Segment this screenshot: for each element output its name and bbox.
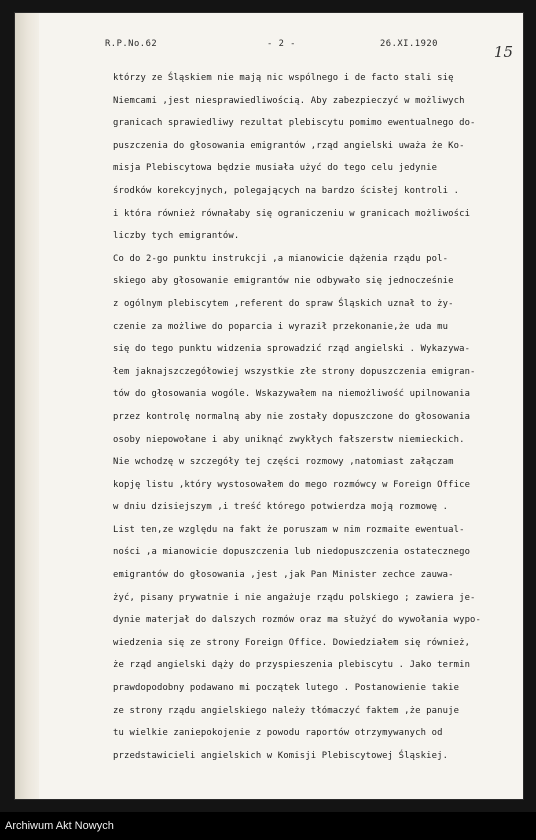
reference-number: R.P.No.62 [105, 39, 158, 49]
text-line: czenie za możliwe do poparcia i wyraził przekonanie,że uda mu [113, 321, 449, 332]
text-line: prawdopodobny podawano mi początek lutego . Postanowienie takie [113, 683, 460, 694]
page-header [105, 39, 483, 53]
text-line: dynie materjał do dalszych rozmów oraz ma służyć do wywołania wypo- [113, 615, 482, 626]
text-line: Nie wchodzę w szczegóły tej części rozmowy ,natomiast załączam [113, 457, 454, 468]
text-line: i która również równałaby się ograniczeniu w granicach możliwości [113, 208, 471, 219]
text-line: ze strony rządu angielskiego należy tłómaczyć faktem ,że panuje [113, 705, 460, 716]
page-marker: - 2 - [267, 39, 296, 49]
text-line: wiedzenia się ze strony Foreign Office. Dowiedziałem się również, [113, 637, 471, 648]
document-page [39, 13, 523, 799]
text-line: przedstawicieli angielskich w Komisji Plebiscytowej Śląskiej. [113, 750, 449, 761]
text-line: kopję listu ,który wystosowałem do mego rozmówcy w Foreign Office [113, 479, 471, 490]
text-line: w dniu dzisiejszym ,i treść którego potwierdza moją rozmowę . [113, 502, 449, 513]
body-text [113, 67, 531, 767]
text-line: ności ,a mianowicie dopuszczenia lub niedopuszczenia ostatecznego [113, 547, 471, 558]
text-line: środków korekcyjnych, polegających na bardzo ścisłej kontroli . [113, 185, 460, 196]
text-line: misja Plebiscytowa będzie musiała użyć do tego celu jedynie [113, 163, 438, 174]
scanned-document [14, 12, 524, 800]
text-line: tu wielkie zaniepokojenie z powodu raportów otrzymywanych od [113, 728, 443, 739]
document-date: 26.XI.1920 [380, 39, 438, 49]
text-line: Niemcami ,jest niesprawiedliwością. Aby zabezpieczyć w możliwych [113, 95, 465, 106]
text-line: którzy ze Śląskiem nie mają nic wspólnego i de facto stali się [113, 73, 454, 83]
text-line: puszczenia do głosowania emigrantów ,rząd angielski uważa że Ko- [113, 140, 465, 151]
binding-strip [15, 13, 40, 799]
text-line: osoby niepowołane i aby uniknąć zwykłych fałszerstw niemieckich. [113, 434, 465, 445]
text-line: łem jaknajszczegółowiej wszystkie złe strony dopuszczenia emigran- [113, 366, 476, 377]
text-line: granicach sprawiedliwy rezultat plebiscytu pomimo ewentualnego do- [113, 118, 476, 129]
text-line: emigrantów do głosowania ,jest ,jak Pan Minister zechce zauwa- [113, 570, 454, 581]
text-line: z ogólnym plebiscytem ,referent do spraw Śląskich uznał to ży- [113, 298, 454, 309]
text-line: liczby tych emigrantów. [113, 231, 240, 242]
text-line: Co do 2-go punktu instrukcji ,a mianowicie dążenia rządu pol- [113, 253, 449, 264]
folio-number: 15 [493, 43, 513, 61]
text-line: skiego aby głosowanie emigrantów nie odbywało się jednocześnie [113, 276, 454, 287]
archive-label: Archiwum Akt Nowych [5, 820, 114, 832]
text-line: tów do głosowania wogóle. Wskazywałem na niemożliwość upilnowania [113, 389, 471, 400]
text-line: żyć, pisany prywatnie i nie angażuje rządu polskiego ; zawiera je- [113, 592, 476, 603]
archive-footer [0, 812, 536, 840]
text-line: przez kontrolę normalną aby nie zostały dopuszczone do głosowania [113, 411, 471, 422]
text-line: się do tego punktu widzenia sprowadzić rząd angielski . Wykazywa- [113, 344, 471, 355]
text-line: że rząd angielski dąży do przyspieszenia plebiscytu . Jako termin [113, 660, 471, 671]
text-line: List ten,ze względu na fakt że poruszam w nim rozmaite ewentual- [113, 524, 465, 535]
